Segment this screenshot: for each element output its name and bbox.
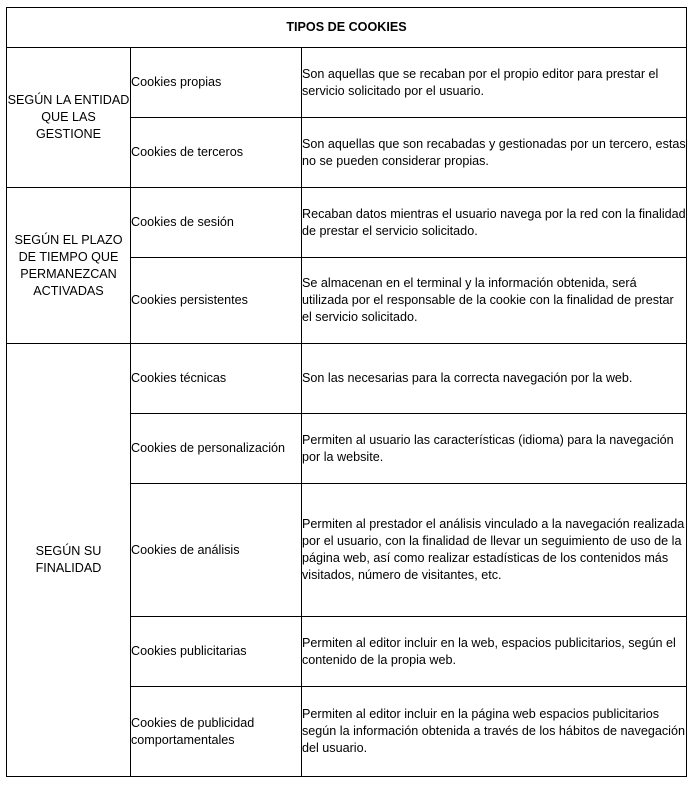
group-label-duration: SEGÚN EL PLAZO DE TIEMPO QUE PERMANEZCAN ACTIVADAS [7,188,131,344]
cookie-description: Permiten al editor incluir en la web, espacios publicitarios, según el contenido de la propia web. [302,617,687,687]
cookie-description: Son aquellas que se recaban por el propio editor para prestar el servicio solicitado por el usuario. [302,48,687,118]
cookie-name: Cookies técnicas [131,344,302,414]
table-title: TIPOS DE COOKIES [7,8,687,48]
group-label-entity: SEGÚN LA ENTIDAD QUE LAS GESTIONE [7,48,131,188]
cookie-description: Permiten al editor incluir en la página web espacios publicitarios según la información obtenida a través de los hábitos de navegación del usuario. [302,687,687,777]
cookie-name: Cookies de sesión [131,188,302,258]
cookie-name: Cookies de terceros [131,118,302,188]
cookie-name: Cookies propias [131,48,302,118]
table-row [7,344,687,414]
cookie-description: Se almacenan en el terminal y la información obtenida, será utilizada por el responsable de la cookie con la finalidad de prestar el servicio solicitado. [302,258,687,344]
cookie-name: Cookies de personalización [131,414,302,484]
cookie-name: Cookies de análisis [131,484,302,617]
cookie-description: Son aquellas que son recabadas y gestionadas por un tercero, estas no se pueden considerar propias. [302,118,687,188]
cookie-types-table [6,7,687,777]
group-label-purpose: SEGÚN SU FINALIDAD [7,344,131,777]
cookie-description: Son las necesarias para la correcta navegación por la web. [302,344,687,414]
cookie-name: Cookies publicitarias [131,617,302,687]
cookie-description: Recaban datos mientras el usuario navega por la red con la finalidad de prestar el servicio solicitado. [302,188,687,258]
cookie-description: Permiten al usuario las características (idioma) para la navegación por la website. [302,414,687,484]
table-header-row [7,8,687,48]
cookie-name: Cookies persistentes [131,258,302,344]
table-row [7,188,687,258]
table-row [7,48,687,118]
cookie-description: Permiten al prestador el análisis vinculado a la navegación realizada por el usuario, con la finalidad de llevar un seguimiento de uso de la página web, así como realizar estadísticas de los contenidos más visitados, número de visitantes, etc. [302,484,687,617]
cookie-name: Cookies de publicidad comportamentales [131,687,302,777]
